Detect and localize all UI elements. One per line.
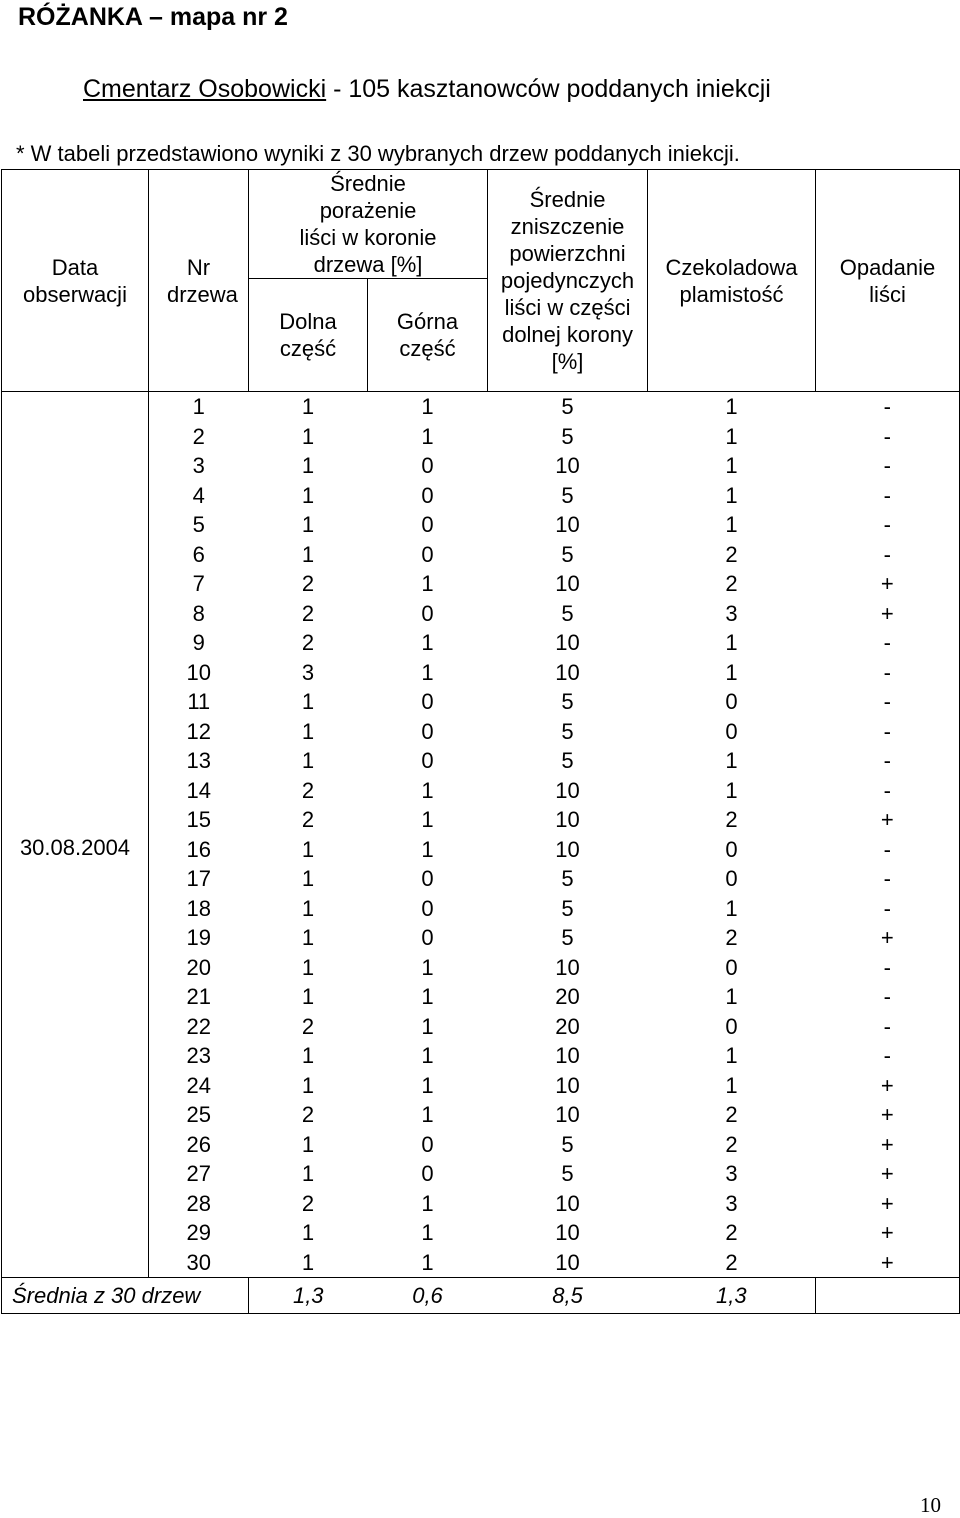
header-date: Data obserwacji: [2, 170, 149, 392]
table-cell: 8: [192, 600, 205, 626]
table-cell: 5: [561, 600, 574, 626]
table-cell: 1: [301, 453, 315, 479]
table-cell: 20: [555, 1013, 580, 1039]
table-cell: 11: [187, 689, 211, 715]
table-cell: 9: [192, 630, 205, 656]
header-upper-part: Górna część: [368, 279, 488, 392]
table-cell: -: [816, 628, 960, 658]
table-cell: 2: [725, 541, 738, 567]
table-cell: 10: [555, 1072, 580, 1098]
average-empty-cell: [816, 1278, 960, 1314]
average-value: 8,5: [488, 1278, 648, 1314]
table-cell: 1: [301, 512, 315, 538]
table-cell: 1: [301, 984, 315, 1010]
average-value: 1,3: [648, 1278, 816, 1314]
table-cell: 2: [725, 1220, 738, 1246]
table-cell: 1: [421, 571, 434, 597]
table-cell: 16: [186, 836, 211, 862]
table-cell: 25: [186, 1102, 211, 1128]
table-cell: 1: [725, 659, 738, 685]
table-cell: 10: [186, 659, 211, 685]
table-cell: 6: [192, 541, 205, 567]
table-cell: 1: [301, 718, 315, 744]
table-cell: +: [816, 1130, 960, 1160]
table-cell: 12: [186, 718, 211, 744]
table-cell: 10: [555, 836, 580, 862]
table-cell: -: [816, 982, 960, 1012]
table-cell: -: [816, 1041, 960, 1071]
table-note: * W tabeli przedstawiono wyniki z 30 wybranych drzew poddanych iniekcji.: [16, 141, 740, 166]
table-cell: 1: [301, 748, 315, 774]
table-cell: 10: [555, 1220, 580, 1246]
table-cell: 0: [421, 925, 434, 951]
table-cell: 1: [301, 1043, 315, 1069]
table-cell: 10: [555, 954, 580, 980]
table-cell: -: [816, 746, 960, 776]
table-cell: 1: [301, 925, 315, 951]
table-cell: 5: [561, 482, 574, 508]
table-cell: 1: [421, 1013, 434, 1039]
table-cell: +: [816, 1218, 960, 1248]
table-cell: 5: [561, 423, 574, 449]
table-cell: 29: [186, 1220, 211, 1246]
table-cell: 0: [725, 689, 738, 715]
table-cell: 1: [421, 954, 434, 980]
table-cell: +: [816, 1248, 960, 1278]
table-cell: 1: [301, 541, 315, 567]
table-cell: 5: [561, 895, 574, 921]
table-cell: 13: [186, 748, 211, 774]
table-cell: 1: [725, 512, 738, 538]
table-cell: 23: [186, 1043, 211, 1069]
table-cell: 1: [421, 1220, 434, 1246]
table-cell: -: [816, 835, 960, 865]
table-cell: 0: [421, 748, 434, 774]
table-cell: 1: [725, 984, 738, 1010]
table-cell: 22: [186, 1013, 211, 1039]
table-cell: +: [816, 1071, 960, 1101]
table-cell: -: [816, 1012, 960, 1042]
table-cell: 10: [555, 777, 580, 803]
page-title: RÓŻANKA – mapa nr 2: [18, 3, 288, 31]
table-cell: 2: [725, 925, 738, 951]
table-cell: 1: [301, 482, 315, 508]
table-cell: 1: [725, 453, 738, 479]
table-cell: 3: [725, 1161, 738, 1187]
table-cell: 1: [421, 630, 434, 656]
page-number: 10: [920, 1493, 941, 1517]
table-cell: 10: [555, 659, 580, 685]
average-value: 0,6: [368, 1278, 488, 1314]
table-cell: 10: [555, 1190, 580, 1216]
table-cell: 15: [186, 807, 211, 833]
table-cell: 1: [301, 895, 315, 921]
table-cell: 3: [301, 659, 315, 685]
table-cell: 1: [421, 836, 434, 862]
table-cell: 1: [421, 1249, 434, 1275]
table-cell: 2: [301, 1013, 315, 1039]
header-leaf-fall: Opadanie liści: [816, 170, 960, 392]
table-cell: 1: [725, 394, 738, 420]
table-cell: 2: [725, 1249, 738, 1275]
table-cell: 14: [186, 777, 211, 803]
table-cell: 3: [192, 453, 205, 479]
table-cell: 1: [725, 630, 738, 656]
table-cell: 1: [301, 836, 315, 862]
table-cell: 10: [555, 1043, 580, 1069]
table-cell: 5: [561, 866, 574, 892]
table-cell: 0: [421, 895, 434, 921]
table-cell: 1: [421, 1043, 434, 1069]
table-cell: 1: [421, 659, 434, 685]
table-cell: 10: [555, 807, 580, 833]
table-cell: 2: [725, 807, 738, 833]
table-cell: 0: [421, 482, 434, 508]
table-cell: 1: [301, 1220, 315, 1246]
table-cell: 1: [301, 1072, 315, 1098]
table-cell: 2: [301, 807, 315, 833]
table-cell: 2: [301, 571, 315, 597]
table-cell: 5: [561, 541, 574, 567]
table-cell: 0: [421, 718, 434, 744]
table-cell: 5: [561, 925, 574, 951]
table-cell: 1: [301, 1161, 315, 1187]
table-cell: -: [816, 953, 960, 983]
table-cell: -: [816, 894, 960, 924]
observation-date: 30.08.2004: [2, 392, 149, 1278]
table-cell: 1: [725, 748, 738, 774]
table-cell: 0: [421, 453, 434, 479]
table-cell: 10: [555, 512, 580, 538]
table-cell: -: [816, 717, 960, 747]
table-cell: -: [816, 451, 960, 481]
table-cell: 2: [301, 1190, 315, 1216]
table-cell: 5: [561, 718, 574, 744]
table-cell: 0: [421, 512, 434, 538]
table-cell: 1: [421, 807, 434, 833]
table-row: [2, 392, 960, 422]
table-cell: 1: [301, 689, 315, 715]
header-crown-damage: Średnie porażenie liści w koronie drzewa [%]: [249, 170, 488, 279]
header-lower-part: Dolna część: [249, 279, 368, 392]
table-cell: 1: [421, 1072, 434, 1098]
table-cell: 10: [555, 571, 580, 597]
table-cell: 1: [192, 394, 205, 420]
table-cell: 4: [192, 482, 205, 508]
table-cell: 1: [421, 1102, 434, 1128]
table-cell: -: [816, 481, 960, 511]
table-cell: 24: [186, 1072, 211, 1098]
table-cell: +: [816, 569, 960, 599]
table-cell: 1: [301, 1249, 315, 1275]
table-cell: +: [816, 1189, 960, 1219]
table-cell: 1: [301, 394, 315, 420]
table-cell: 1: [301, 866, 315, 892]
table-cell: 1: [421, 423, 434, 449]
table-cell: -: [816, 392, 960, 422]
table-cell: 1: [725, 1043, 738, 1069]
table-cell: 27: [186, 1161, 211, 1187]
table-cell: 0: [725, 1013, 738, 1039]
table-cell: 2: [301, 630, 315, 656]
table-cell: 21: [186, 984, 211, 1010]
table-cell: 5: [561, 748, 574, 774]
table-cell: -: [816, 687, 960, 717]
table-cell: 1: [725, 895, 738, 921]
table-cell: 0: [421, 689, 434, 715]
table-cell: 1: [725, 423, 738, 449]
table-cell: 1: [725, 777, 738, 803]
table-cell: 0: [421, 600, 434, 626]
table-cell: -: [816, 776, 960, 806]
table-cell: 5: [561, 1161, 574, 1187]
table-cell: 20: [555, 984, 580, 1010]
table-cell: 0: [725, 954, 738, 980]
subtitle-rest: - 105 kasztanowców poddanych iniekcji: [326, 75, 771, 103]
table-cell: -: [816, 510, 960, 540]
table-cell: 2: [301, 777, 315, 803]
table-cell: 3: [725, 1190, 738, 1216]
table-cell: 2: [725, 1102, 738, 1128]
table-cell: 10: [555, 1249, 580, 1275]
table-cell: 30: [186, 1249, 211, 1275]
cemetery-name: Cmentarz Osobowicki: [83, 75, 327, 103]
table-cell: +: [816, 599, 960, 629]
table-cell: 2: [192, 423, 205, 449]
table-cell: 20: [186, 954, 211, 980]
table-cell: 1: [725, 1072, 738, 1098]
table-cell: 5: [192, 512, 205, 538]
table-cell: 7: [192, 571, 205, 597]
subtitle: [83, 75, 771, 104]
table-cell: 17: [186, 866, 211, 892]
table-cell: 1: [421, 394, 434, 420]
table-cell: +: [816, 1159, 960, 1189]
average-label: Średnia z 30 drzew: [2, 1278, 249, 1314]
table-cell: 1: [301, 1131, 315, 1157]
table-cell: 10: [555, 453, 580, 479]
table-cell: 1: [421, 777, 434, 803]
table-cell: 1: [421, 1190, 434, 1216]
table-cell: 1: [421, 984, 434, 1010]
table-cell: -: [816, 422, 960, 452]
table-cell: 10: [555, 1102, 580, 1128]
table-cell: -: [816, 540, 960, 570]
table-cell: +: [816, 1100, 960, 1130]
table-cell: 0: [421, 1161, 434, 1187]
table-cell: 3: [725, 600, 738, 626]
header-chocolate-spot: Czekoladowa plamistość: [648, 170, 816, 392]
table-cell: 0: [725, 836, 738, 862]
table-cell: 2: [301, 1102, 315, 1128]
table-cell: 19: [186, 925, 211, 951]
table-cell: 18: [186, 895, 211, 921]
results-table: [1, 169, 960, 1314]
header-surface-damage: Średnie zniszczenie powierzchni pojedynczych liści w części dolnej korony [%]: [488, 170, 648, 392]
table-cell: 5: [561, 1131, 574, 1157]
table-cell: 1: [725, 482, 738, 508]
table-cell: 1: [301, 423, 315, 449]
table-cell: -: [816, 864, 960, 894]
table-cell: 0: [725, 866, 738, 892]
table-cell: 5: [561, 689, 574, 715]
average-value: 1,3: [249, 1278, 368, 1314]
table-cell: 5: [561, 394, 574, 420]
table-cell: +: [816, 923, 960, 953]
table-cell: 0: [725, 718, 738, 744]
table-cell: 1: [301, 954, 315, 980]
table-cell: 2: [725, 571, 738, 597]
table-cell: 0: [421, 866, 434, 892]
table-cell: +: [816, 805, 960, 835]
table-cell: 2: [725, 1131, 738, 1157]
table-cell: 0: [421, 541, 434, 567]
table-cell: 26: [186, 1131, 211, 1157]
table-cell: 0: [421, 1131, 434, 1157]
table-cell: 2: [301, 600, 315, 626]
header-tree-number: Nr drzewa: [149, 170, 249, 392]
table-cell: 28: [186, 1190, 211, 1216]
table-cell: 10: [555, 630, 580, 656]
table-body: [2, 392, 960, 1314]
table-cell: -: [816, 658, 960, 688]
average-row: [2, 1278, 960, 1314]
